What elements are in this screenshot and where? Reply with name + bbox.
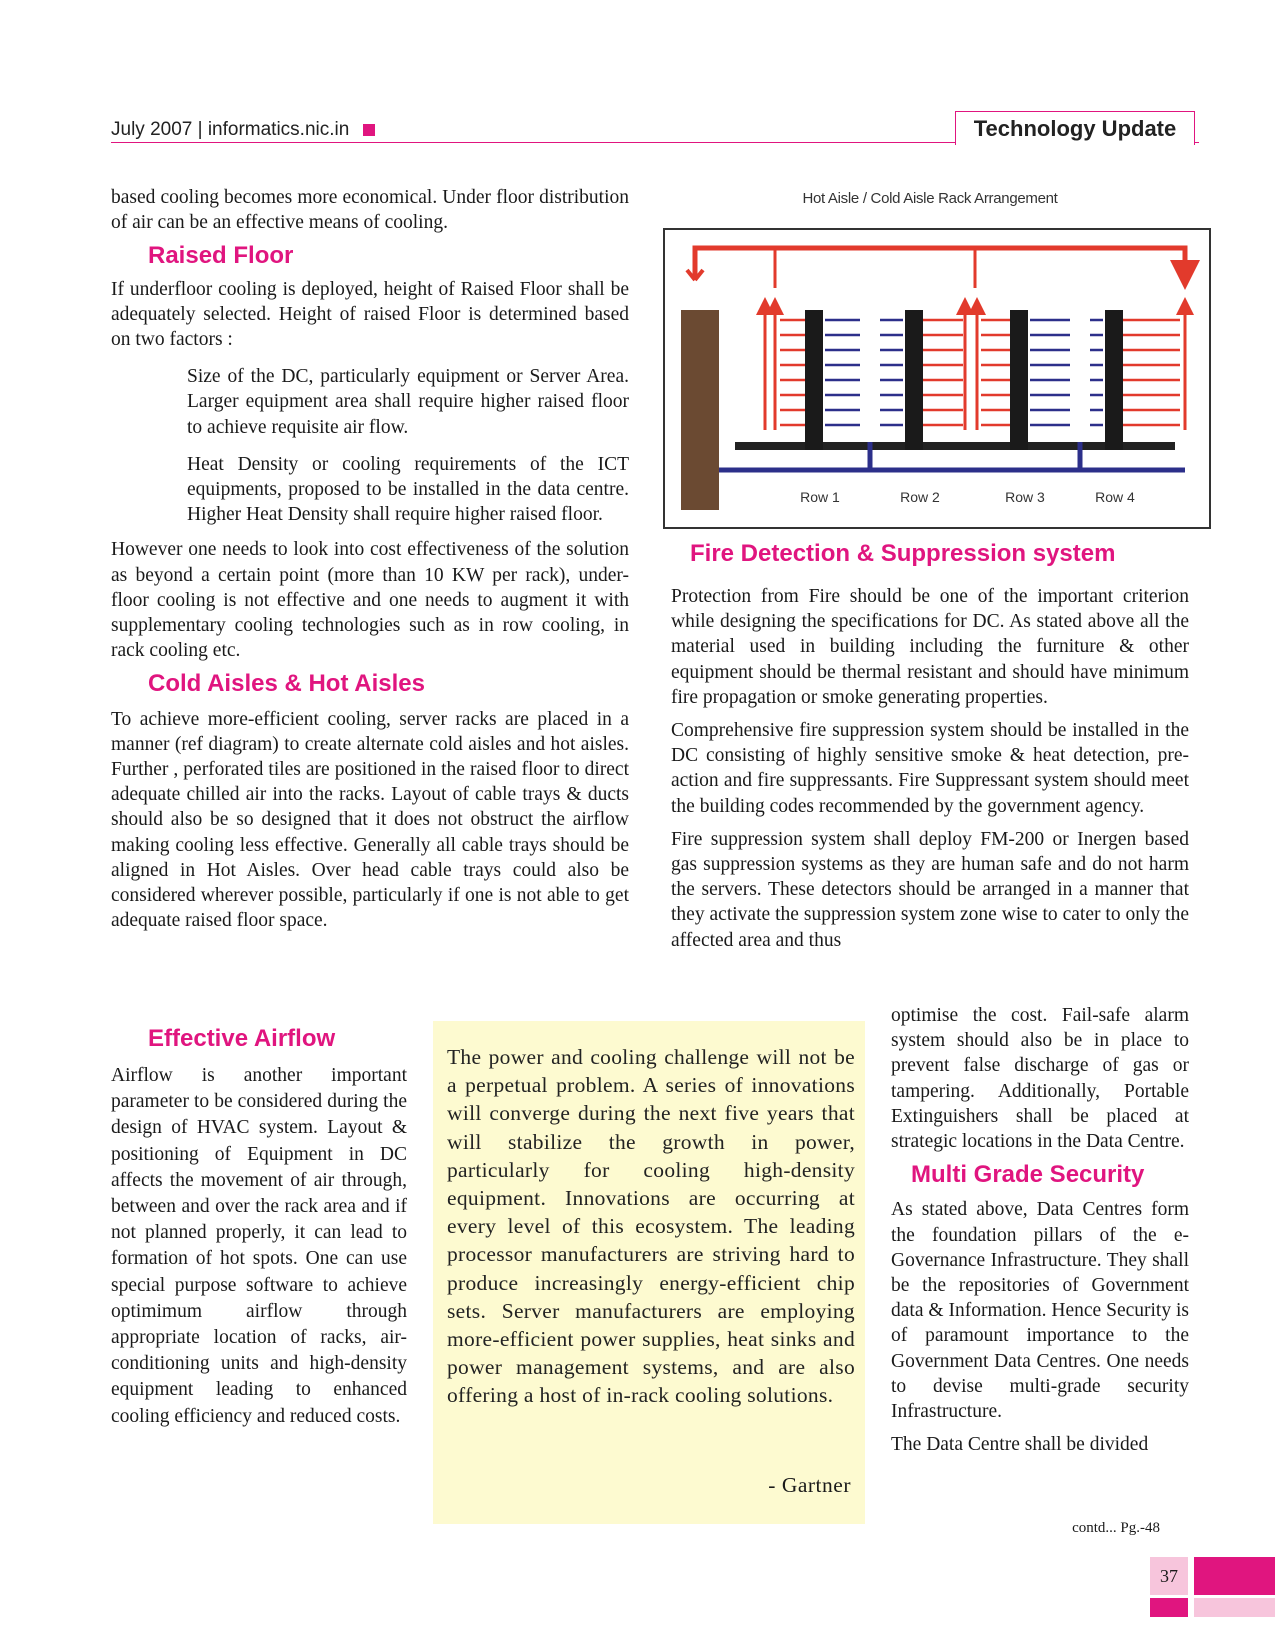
page-decor-bar-1 (1194, 1557, 1275, 1595)
return-air-duct (695, 248, 1185, 285)
section-title: Technology Update (955, 111, 1195, 145)
raised-floor-item-2: Heat Density or cooling requirements of the ICT equipments, proposed to be installed in the data centre. Higher Heat Density shall require higher raised floor. (187, 453, 629, 526)
rack-row-3 (1010, 310, 1028, 450)
gartner-callout (433, 1021, 865, 1524)
raised-floor-heading: Raised Floor (148, 242, 294, 270)
fire-paragraph-1: Protection from Fire should be one of the important criterion while designing the specifications for DC. As stated above all the material used in building including the furniture & other equipment should be thermal resistant and should have minimum fire propagation or smoke generating properties. (671, 586, 1189, 708)
aisle-diagram-svg (665, 230, 1209, 527)
header-square-icon (363, 124, 375, 136)
aisles-heading: Cold Aisles & Hot Aisles (148, 670, 425, 698)
page-decor-bar-3 (1194, 1598, 1275, 1617)
aisles-paragraph: To achieve more-efficient cooling, server racks are placed in a manner (ref diagram) to create alternate cold aisles and hot aisles. Further , perforated tiles are positioned in the raised floor to direct adequate chilled air into the racks. Layout of cable trays & ducts should also be so designed that it does not obstruct the airflow making cooling less effective. Generally all cable trays should be aligned in Hot Aisles. Over head cable trays could also be considered wherever possible, particularly if one is not able to get adequate raised floor space. (111, 708, 629, 932)
raised-floor-paragraph: If underfloor cooling is deployed, height of Raised Floor shall be adequately selected. Height of raised Floor is determined based on two factors : (111, 278, 629, 351)
column-3 (891, 1003, 1189, 1457)
security-heading: Multi Grade Security (911, 1161, 1145, 1189)
raised-floor-item-1: Size of the DC, particularly equipment or Server Area. Larger equipment area shall require higher raised floor to achieve requisite air flow. (187, 366, 629, 438)
fire-paragraph-3-cont: optimise the cost. Fail-safe alarm system should also be in place to prevent false discharge of gas or tampering. Additionally, Portable Extinguishers shall be placed at strategic locations in the Data Centre. (891, 1005, 1189, 1153)
rack-row-4 (1105, 310, 1123, 450)
issue-date-site: July 2007 | informatics.nic.in (111, 119, 350, 140)
fire-paragraph-2: Comprehensive fire suppression system should be installed in the DC consisting of highly sensitive smoke & heat detection, pre-action and fire suppressants. Fire Suppressant system should meet the building codes recommended by the government agency. (671, 720, 1189, 817)
security-paragraph-2: The Data Centre shall be divided (891, 1434, 1149, 1456)
row-label-2: Row 2 (900, 489, 940, 505)
intro-paragraph: based cooling becomes more economical. Under floor distribution of air can be an effective means of cooling. (111, 187, 629, 234)
rack-row-1 (805, 310, 823, 450)
column-1-top (111, 185, 629, 933)
continued-note: contd... Pg.-48 (1072, 1520, 1160, 1536)
airflow-heading: Effective Airflow (148, 1025, 336, 1052)
page-decor-bar-2 (1150, 1598, 1188, 1617)
airflow-paragraph: Airflow is another important parameter to be considered during the design of HVAC system. Layout & positioning of Equipment in DC affects the movement of air through, between and over the rack area and if not planned properly, it can lead to formation of hot spots. One can use special purpose software to achieve optimimum airflow through appropriate location of racks, air-conditioning units and high-density equipment leading to enhanced cooling efficiency and reduced costs. (111, 1065, 407, 1427)
security-paragraph-1: As stated above, Data Centres form the foundation pillars of the e-Governance Infrastructure. They shall be the repositories of Government data & Information. Hence Security is of paramount importance to the Government Data Centres. One needs to devise multi-grade security Infrastructure. (891, 1199, 1189, 1423)
rack-row-2 (905, 310, 923, 450)
raised-floor-cost-paragraph: However one needs to look into cost effectiveness of the solution as beyond a certain point (more than 10 KW per rack), under-floor cooling is not effective and one needs to augment it with supplementary cooling technologies such as in row cooling, in rack cooling etc. (111, 539, 629, 662)
row-label-1: Row 1 (800, 489, 840, 505)
row-label-3: Row 3 (1005, 489, 1045, 505)
column-2-fire (671, 584, 1189, 953)
fire-paragraph-3: Fire suppression system shall deploy FM-200 or Inergen based gas suppression systems as they are human safe and do not harm the servers. These detectors should be arranged in a manner that they activate the suppression system zone wise to cater to only the affected area and thus (671, 828, 1189, 951)
callout-source: - Gartner (768, 1473, 851, 1497)
page-number: 37 (1150, 1557, 1188, 1595)
hot-cold-aisle-diagram (663, 228, 1211, 529)
callout-quote: The power and cooling challenge will not be a perpetual problem. A series of innovations will converge during the next five years that will stabilize the growth in power, particularly for cooling high-density equipment. Innovations are occurring at every level of this ecosystem. The leading processor manufacturers are striving hard to produce increasingly energy-efficient chip sets. Server manufacturers are employing more-efficient power supplies, heat sinks and power management systems, and are also offering a host of in-rack cooling solutions. (447, 1045, 855, 1408)
fire-heading: Fire Detection & Suppression system (690, 540, 1116, 567)
header-left (111, 119, 375, 141)
crac-unit (681, 310, 719, 510)
row-label-4: Row 4 (1095, 489, 1135, 505)
figure-caption: Hot Aisle / Cold Aisle Rack Arrangement (802, 190, 1058, 207)
